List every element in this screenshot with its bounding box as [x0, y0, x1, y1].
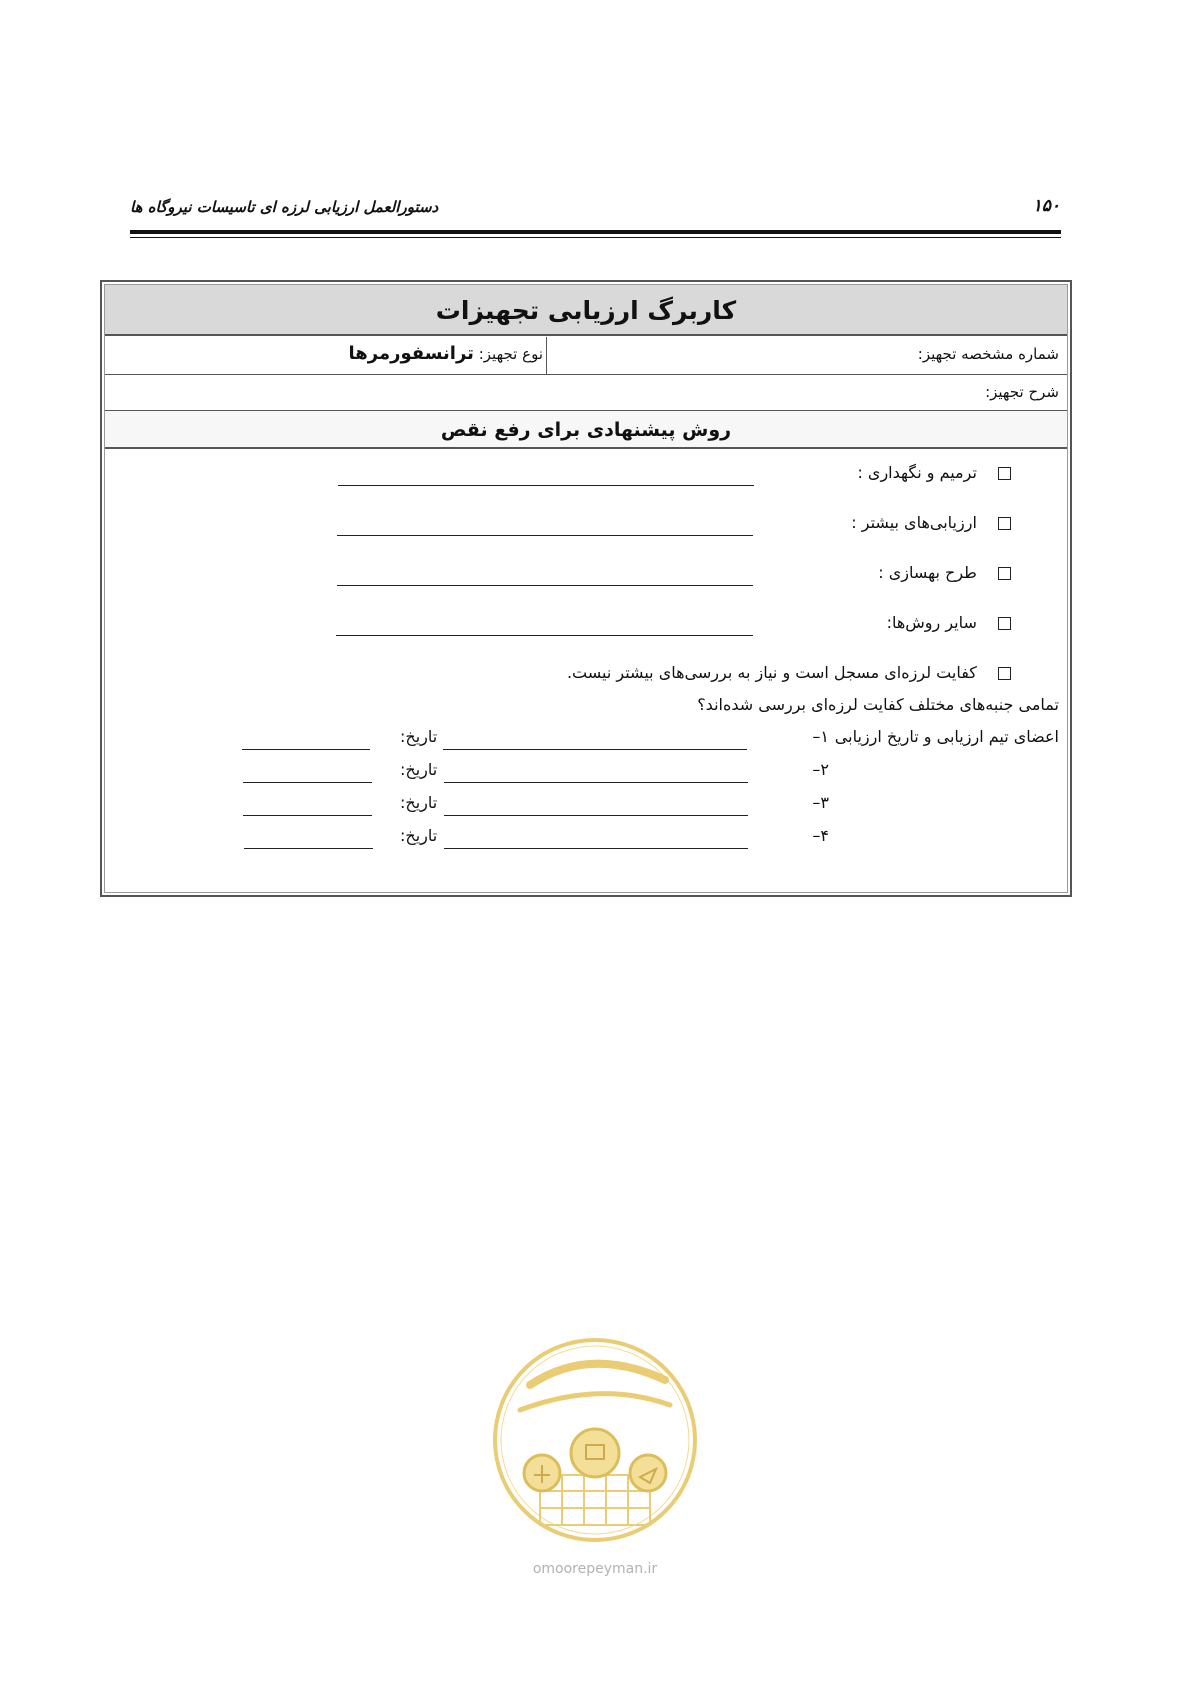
- equipment-type-label: نوع تجهیز:: [478, 345, 543, 363]
- date-label: تاریخ:: [400, 760, 438, 779]
- option-label: سایر روش‌ها:: [886, 613, 977, 632]
- form-inner-border: [104, 284, 1068, 893]
- equipment-type-value: ترانسفورمرها: [348, 343, 474, 364]
- fill-line[interactable]: [337, 535, 753, 536]
- form-title-band: [105, 285, 1067, 336]
- checkbox-icon[interactable]: [998, 567, 1011, 580]
- date-label: تاریخ:: [400, 826, 438, 845]
- equipment-id-label: شماره مشخصه تجهیز:: [917, 345, 1059, 363]
- equipment-id-row: [105, 337, 1067, 375]
- checkbox-icon[interactable]: [998, 617, 1011, 630]
- option-label: ترمیم و نگهداری :: [857, 463, 977, 482]
- member-number: ۴–: [812, 826, 829, 845]
- checkbox-icon[interactable]: [998, 667, 1011, 680]
- header-rule: [130, 230, 1061, 234]
- watermark-logo: [490, 1325, 700, 1605]
- fill-line[interactable]: [338, 485, 754, 486]
- date-line[interactable]: [242, 749, 370, 750]
- aspects-question: تمامی جنبه‌های مختلف کفایت لرزه‌ای بررسی شده‌اند؟: [697, 695, 1059, 714]
- member-name-line[interactable]: [444, 815, 748, 816]
- checkbox-icon[interactable]: [998, 517, 1011, 530]
- page-header: [130, 196, 1060, 226]
- member-number: ۲–: [812, 760, 829, 779]
- date-label: تاریخ:: [400, 727, 438, 746]
- option-label: ارزیابی‌های بیشتر :: [851, 513, 977, 532]
- member-name-line[interactable]: [444, 848, 748, 849]
- option-further-evaluation[interactable]: [851, 513, 1011, 543]
- page-number: ۱۵۰: [1032, 196, 1060, 216]
- team-label: اعضای تیم ارزیابی و تاریخ ارزیابی: [834, 727, 1059, 746]
- date-line[interactable]: [244, 848, 373, 849]
- fill-line[interactable]: [337, 585, 753, 586]
- option-other-methods[interactable]: [887, 613, 1011, 643]
- equipment-evaluation-form: [100, 280, 1072, 897]
- member-number: ۳–: [812, 793, 829, 812]
- checkbox-icon[interactable]: [998, 467, 1011, 480]
- watermark-emblem-icon: [490, 1325, 700, 1555]
- form-title: کاربرگ ارزیابی تجهیزات: [435, 296, 737, 325]
- date-label: تاریخ:: [400, 793, 438, 812]
- date-line[interactable]: [243, 782, 372, 783]
- section-band: [105, 411, 1067, 449]
- equipment-id-cell[interactable]: [546, 337, 1067, 374]
- member-name-line[interactable]: [443, 749, 747, 750]
- header-rule-thin: [130, 237, 1061, 238]
- adequacy-statement: کفایت لرزه‌ای مسجل است و نیاز به بررسی‌های بیشتر نیست.: [566, 663, 977, 682]
- equipment-type-cell: [105, 337, 551, 374]
- option-label: طرح بهسازی :: [878, 563, 977, 582]
- running-title: دستورالعمل ارزیابی لرزه ای تاسیسات نیروگاه ها: [130, 198, 439, 216]
- watermark-site: omoorepeyman.ir: [532, 1561, 658, 1577]
- option-adequacy-confirmed[interactable]: [567, 663, 1011, 693]
- member-name-line[interactable]: [444, 782, 748, 783]
- date-line[interactable]: [243, 815, 372, 816]
- equipment-description-row[interactable]: [105, 375, 1067, 411]
- equipment-description-label: شرح تجهیز:: [985, 383, 1059, 401]
- section-title: روش پیشنهادی برای رفع نقص: [440, 419, 732, 441]
- fill-line[interactable]: [336, 635, 753, 636]
- member-number: ۱–: [812, 727, 829, 746]
- option-retrofit-design[interactable]: [878, 563, 1011, 593]
- option-repair-maintenance[interactable]: [857, 463, 1011, 493]
